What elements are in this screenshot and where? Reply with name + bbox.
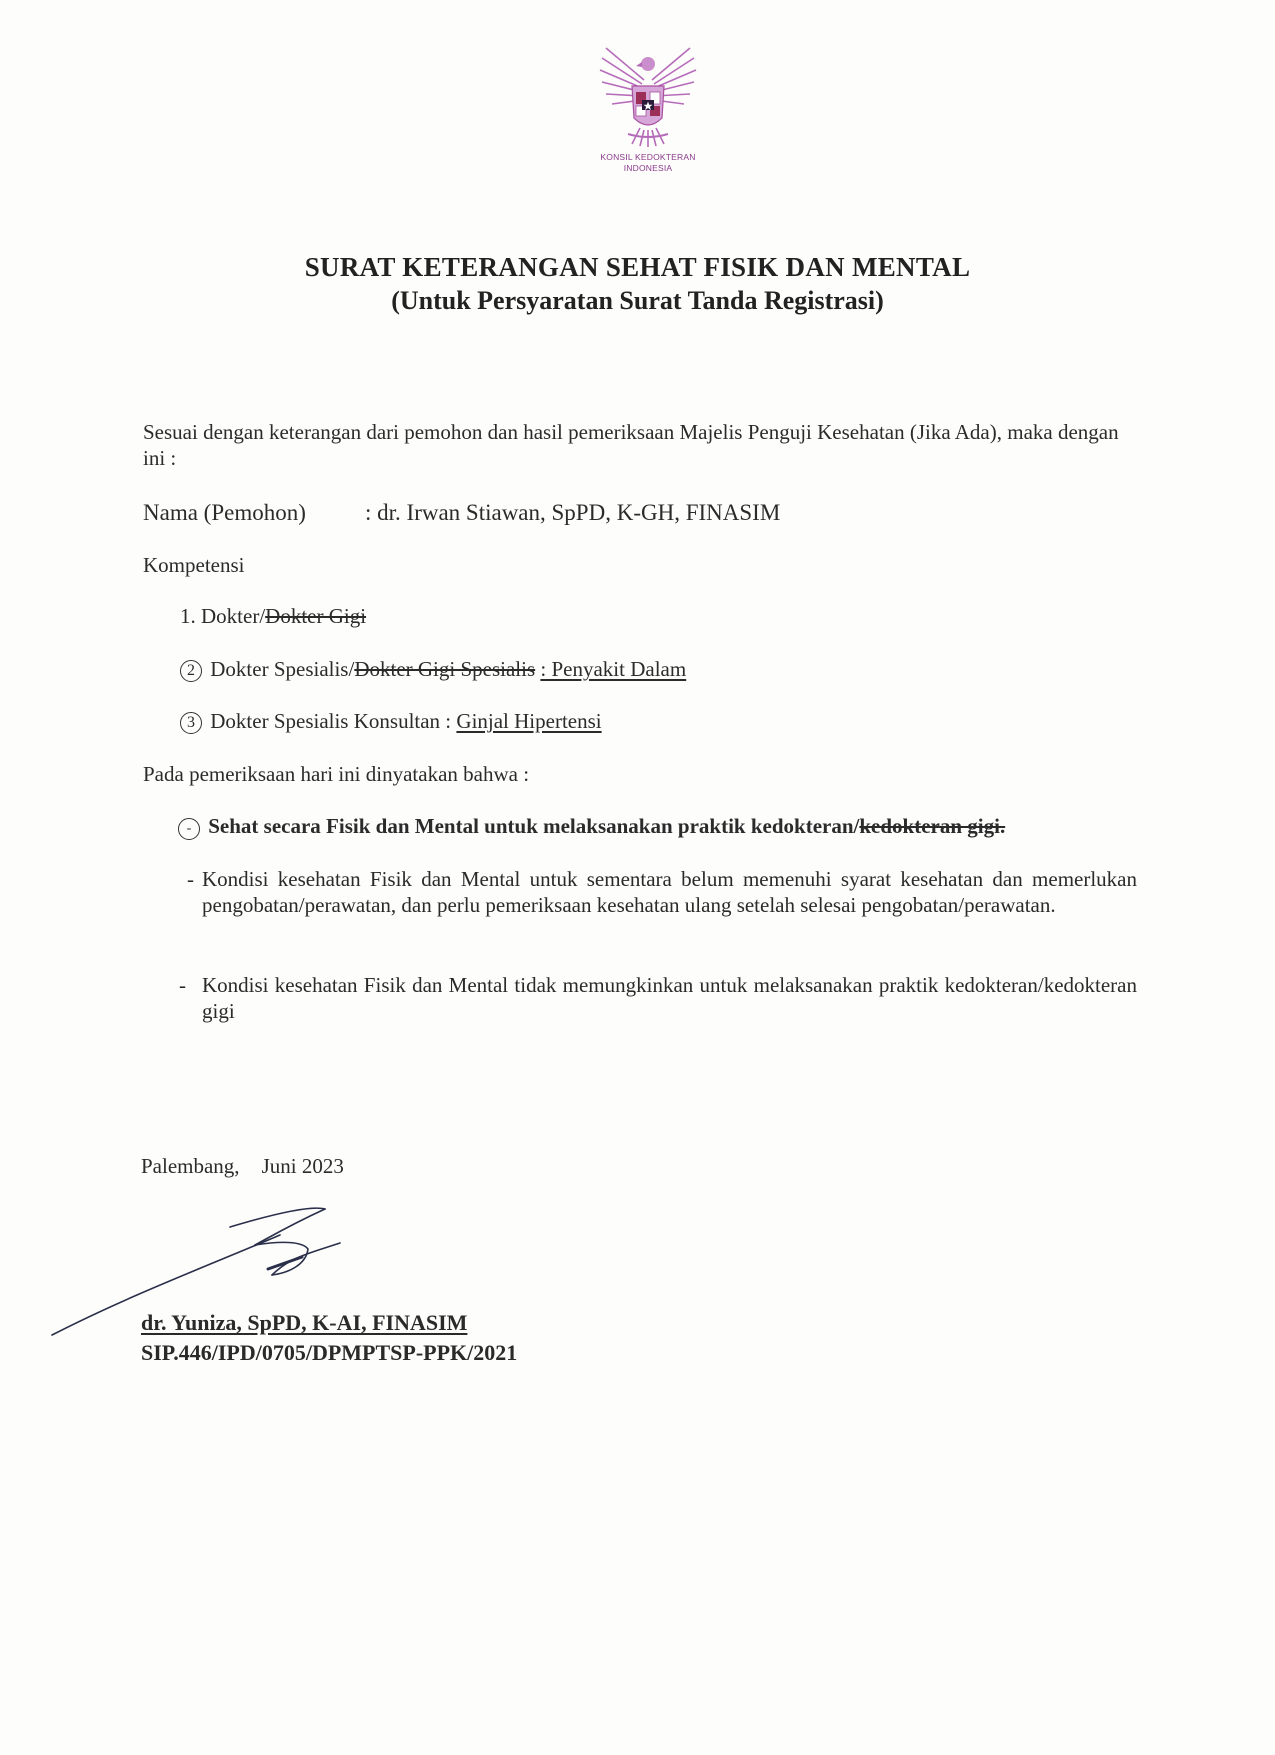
competence-item-2-struck: Dokter Gigi Spesialis bbox=[354, 657, 536, 681]
applicant-name: : dr. Irwan Stiawan, SpPD, K-GH, FINASIM bbox=[365, 500, 781, 525]
logo-caption bbox=[560, 152, 736, 174]
logo-caption-line1: KONSIL KEDOKTERAN bbox=[600, 152, 696, 162]
place: Palembang, bbox=[141, 1154, 240, 1178]
logo-caption-line2: INDONESIA bbox=[623, 163, 673, 173]
competence-item-1-text: Dokter/ bbox=[201, 604, 266, 628]
signer-name: dr. Yuniza, SpPD, K-AI, FINASIM bbox=[141, 1310, 468, 1335]
competence-item-1-struck: Dokter Gigi bbox=[265, 604, 367, 628]
date: Juni 2023 bbox=[261, 1154, 344, 1178]
garuda-emblem-icon bbox=[592, 40, 704, 152]
competence-item-1 bbox=[180, 603, 366, 629]
circled-dash-marker: - bbox=[178, 818, 200, 840]
intro-paragraph: Sesuai dengan keterangan dari pemohon dan hasil pemeriksaan Majelis Penguji Kesehatan (Jika Ada), maka dengan ini : bbox=[143, 420, 1119, 470]
health-option-3: Kondisi kesehatan Fisik dan Mental tidak memungkinkan untuk melaksanakan praktik kedokteran/kedokteran gigi bbox=[202, 973, 1137, 1023]
health-option-selected-struck: kedokteran gigi. bbox=[859, 814, 1006, 838]
document-title: SURAT KETERANGAN SEHAT FISIK DAN MENTAL bbox=[304, 252, 971, 282]
competence-item-2 bbox=[180, 656, 686, 682]
place-date bbox=[141, 1153, 344, 1179]
health-option-2: Kondisi kesehatan Fisik dan Mental untuk sementara belum memenuhi syarat kesehatan dan memerlukan pengobatan/perawatan, dan perlu pemeriksaan kesehatan ulang setelah selesai pengobatan/perawatan. bbox=[202, 867, 1137, 917]
bullet-dash: - bbox=[187, 867, 194, 891]
health-option-selected-text: Sehat secara Fisik dan Mental untuk melaksanakan praktik kedokteran/ bbox=[208, 814, 860, 838]
statement-label: Pada pemeriksaan hari ini dinyatakan bahwa : bbox=[143, 762, 530, 786]
signer-sip: SIP.446/IPD/0705/DPMPTSP-PPK/2021 bbox=[141, 1340, 518, 1365]
circled-number-2: 2 bbox=[180, 660, 202, 682]
competence-item-3 bbox=[180, 708, 602, 734]
competence-item-3-text: Dokter Spesialis Konsultan : bbox=[210, 709, 457, 733]
competence-item-3-value: Ginjal Hipertensi bbox=[456, 709, 602, 733]
competence-label: Kompetensi bbox=[143, 553, 245, 577]
competence-item-2-text: Dokter Spesialis/ bbox=[210, 657, 355, 681]
circled-number-3: 3 bbox=[180, 712, 202, 734]
competence-item-1-number: 1. bbox=[180, 604, 196, 628]
document-subtitle: (Untuk Persyaratan Surat Tanda Registrasi) bbox=[391, 286, 884, 315]
health-option-selected bbox=[178, 813, 1005, 840]
bullet-dash: - bbox=[179, 973, 186, 997]
competence-item-2-value: : Penyakit Dalam bbox=[540, 657, 687, 681]
applicant-label: Nama (Pemohon) bbox=[143, 500, 306, 525]
